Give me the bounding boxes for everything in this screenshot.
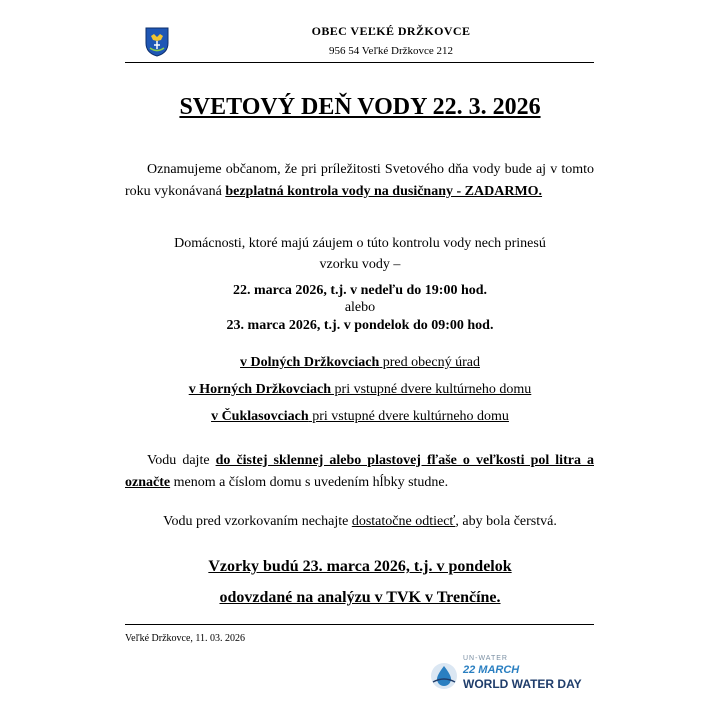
footer-divider (125, 624, 594, 625)
location-3-place: v Čuklasovciach (211, 409, 309, 424)
location-2-place: v Horných Držkovciach (188, 382, 332, 397)
page-title: SVETOVÝ DEŇ VODY 22. 3. 2026 (179, 94, 541, 120)
location-2 (100, 382, 620, 398)
location-2-detail: pri vstupné dvere kultúrneho domu (331, 382, 532, 397)
date-option-2: 23. marca 2026, t.j. v pondelok do 09:00 hod. (226, 318, 494, 333)
location-1-place: v Dolných Držkovciach (240, 355, 380, 370)
municipality-name: OBEC VEĽKÉ DRŽKOVCE (311, 24, 471, 38)
households-line-1: Domácnosti, ktoré majú záujem o túto kontrolu vody nech prinesú (174, 236, 546, 251)
intro-text: Oznamujeme občanom, že pri príležitosti Svetového dňa vody bude aj v tomto roku vykonávaná (125, 162, 594, 199)
water-drop-icon (430, 662, 458, 690)
water-suffix: menom a číslom domu s uvedením hĺbky studne. (170, 475, 449, 490)
water-bottle-note: do čistej sklennej alebo plastovej fľaše o veľkosti pol litra a označte (125, 453, 594, 490)
location-3 (100, 409, 620, 425)
intro-highlight: bezplatná kontrola vody na dusičnany - ZADARMO. (225, 184, 543, 199)
water-prefix: Vodu dajte (147, 453, 216, 468)
wwd-date-label: 22 MARCH (463, 664, 520, 676)
drain-note (100, 514, 620, 530)
drain-highlight: dostatočne odtiecť (351, 514, 456, 529)
wwd-title-label: WORLD WATER DAY (463, 677, 582, 691)
municipal-crest-icon (145, 27, 169, 57)
final-line-2: odovzdané na analýzu v TVK v Trenčíne. (219, 589, 501, 606)
date-option-1: 22. marca 2026, t.j. v nedeľu do 19:00 hod. (232, 283, 488, 298)
municipality-address: 956 54 Veľké Držkovce 212 (328, 45, 453, 57)
location-1-detail: pred obecný úrad (379, 355, 480, 370)
footer-place-date: Veľké Držkovce, 11. 03. 2026 (125, 633, 246, 644)
drain-prefix: Vodu pred vzorkovaním nechajte (163, 514, 352, 529)
water-instructions (125, 450, 594, 494)
date-or: alebo (344, 300, 376, 315)
location-3-detail: pri vstupné dvere kultúrneho domu (308, 409, 509, 424)
location-1 (100, 355, 620, 371)
world-water-day-logo (425, 652, 595, 700)
final-line-1: Vzorky budú 23. marca 2026, t.j. v pondelok (208, 558, 512, 575)
header-divider (125, 62, 594, 63)
un-water-label: UN-WATER (463, 655, 508, 662)
intro-paragraph (125, 159, 594, 203)
drain-suffix: , aby bola čerstvá. (455, 514, 557, 529)
households-line-2: vzorku vody – (319, 257, 401, 272)
